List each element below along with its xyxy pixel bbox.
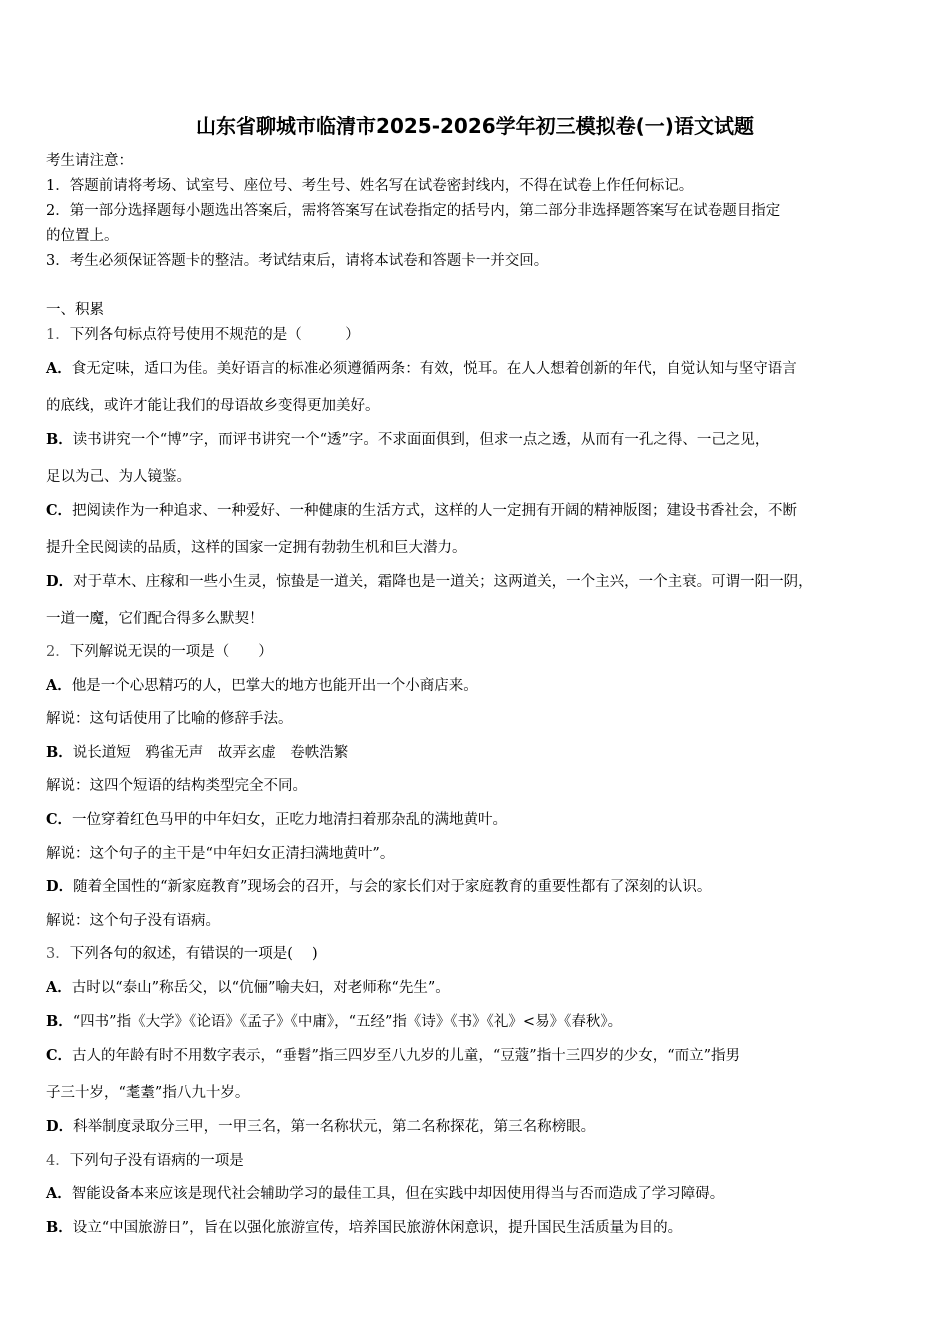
- option-label: B．: [46, 1013, 73, 1030]
- notice-item-2: 2．第一部分选择题每小题选出答案后，需将答案写在试卷指定的括号内，第二部分非选择题答案写在试卷题目指定: [46, 203, 781, 219]
- option-text: 智能设备本来应该是现代社会辅助学习的最佳工具，但在实践中却因使用得当与否而造成了学习障碍。: [71, 1186, 725, 1202]
- q1-option-b: [46, 430, 769, 450]
- q2-option-b: [46, 743, 348, 763]
- option-label: A．: [46, 979, 72, 996]
- question-number: 3．: [46, 946, 70, 962]
- q2-option-a: [46, 676, 478, 696]
- q1-option-b-cont: 足以为己、为人镜鉴。: [46, 469, 191, 485]
- option-text: 科举制度录取分三甲，一甲三名，第一名称状元，第二名称探花，第三名称榜眼。: [73, 1119, 596, 1135]
- option-label: B．: [46, 744, 73, 761]
- option-label: B．: [46, 431, 73, 448]
- section-heading: 一、积累: [46, 302, 104, 318]
- question-text: 下列各句的叙述，有错误的一项是( ): [69, 946, 318, 962]
- question-text: 下列解说无误的一项是（ ）: [69, 644, 273, 660]
- q3-option-c: [46, 1046, 740, 1066]
- option-text: “四书”指《大学》《论语》《孟子》《中庸》，“五经”指《诗》《书》《礼》<易》《春秋》。: [72, 1014, 623, 1030]
- q1-option-c-cont: 提升全民阅读的品质，这样的国家一定拥有勃勃生机和巨大潜力。: [46, 540, 467, 556]
- question-4-stem: [46, 1151, 244, 1171]
- notice-item-3: 3．考生必须保证答题卡的整洁。考试结束后，请将本试卷和答题卡一并交回。: [46, 253, 549, 269]
- question-number: 2．: [46, 644, 70, 660]
- option-text: 读书讲究一个“博”字，而评书讲究一个“透”字。不求面面俱到，但求一点之透，从而有一孔之得、一己之见，: [72, 432, 770, 448]
- notice-item-1: 1．答题前请将考场、试室号、座位号、考生号、姓名写在试卷密封线内，不得在试卷上作任何标记。: [46, 178, 694, 194]
- option-label: D．: [46, 1118, 74, 1135]
- document-title: 山东省聊城市临清市2025-2026学年初三模拟卷(一)语文试题: [196, 114, 754, 138]
- q2-option-a-explanation: 解说：这句话使用了比喻的修辞手法。: [46, 711, 293, 727]
- question-text: 下列句子没有语病的一项是: [69, 1153, 244, 1169]
- q1-option-d-cont: 一道一魔，它们配合得多么默契！: [46, 611, 264, 627]
- option-label: A．: [46, 677, 72, 694]
- option-text: 把阅读作为一种追求、一种爱好、一种健康的生活方式，这样的人一定拥有开阔的精神版图；建设书香社会，不断: [72, 503, 798, 519]
- q1-option-d: [46, 572, 813, 592]
- q2-option-d: [46, 877, 711, 897]
- question-2-stem: [46, 642, 273, 662]
- q1-option-a-cont: 的底线，或许才能让我们的母语故乡变得更加美好。: [46, 398, 380, 414]
- option-text: 古人的年龄有时不用数字表示，“垂髫”指三四岁至八九岁的儿童，“豆蔻”指十三四岁的少女，“而立”指男: [72, 1048, 741, 1064]
- q2-option-c-explanation: 解说：这个句子的主干是“中年妇女正清扫满地黄叶”。: [46, 846, 395, 862]
- q4-option-b: [46, 1218, 682, 1238]
- option-label: B．: [46, 1219, 73, 1236]
- q3-option-c-cont: 子三十岁，“耄耋”指八九十岁。: [46, 1085, 250, 1101]
- question-text: 下列各句标点符号使用不规范的是（ ）: [69, 327, 360, 343]
- notice-heading: 考生请注意：: [46, 153, 133, 169]
- option-text: 一位穿着红色马甲的中年妇女，正吃力地清扫着那杂乱的满地黄叶。: [72, 812, 508, 828]
- question-number: 1．: [46, 327, 70, 343]
- option-label: D．: [46, 573, 74, 590]
- question-1-stem: [46, 325, 360, 345]
- option-label: A．: [46, 360, 72, 377]
- option-label: C．: [46, 502, 73, 519]
- option-text: 食无定味，适口为佳。美好语言的标准必须遵循两条：有效，悦耳。在人人想着创新的年代，自觉认知与坚守语言: [71, 361, 797, 377]
- option-text: 古时以“泰山”称岳父，以“伉俪”喻夫妇，对老师称“先生”。: [71, 980, 450, 996]
- q2-option-d-explanation: 解说：这个句子没有语病。: [46, 913, 220, 929]
- option-label: C．: [46, 1047, 73, 1064]
- question-number: 4．: [46, 1153, 70, 1169]
- option-label: C．: [46, 811, 73, 828]
- q1-option-a: [46, 359, 797, 379]
- option-text: 说长道短 鸦雀无声 故弄玄虚 卷帙浩繁: [72, 745, 349, 761]
- q2-option-c: [46, 810, 507, 830]
- notice-item-2-cont: 的位置上。: [46, 228, 119, 244]
- q4-option-a: [46, 1184, 724, 1204]
- q3-option-a: [46, 978, 450, 998]
- q3-option-b: [46, 1012, 622, 1032]
- question-3-stem: [46, 944, 318, 964]
- q2-option-b-explanation: 解说：这四个短语的结构类型完全不同。: [46, 778, 307, 794]
- option-text: 设立“中国旅游日”，旨在以强化旅游宣传，培养国民旅游休闲意识，提升国民生活质量为目的。: [72, 1220, 683, 1236]
- option-text: 他是一个心思精巧的人，巴掌大的地方也能开出一个小商店来。: [71, 678, 478, 694]
- option-label: D．: [46, 878, 74, 895]
- q3-option-d: [46, 1117, 595, 1137]
- q1-option-c: [46, 501, 797, 521]
- option-text: 随着全国性的“新家庭教育”现场会的召开，与会的家长们对于家庭教育的重要性都有了深刻的认识。: [73, 879, 712, 895]
- option-text: 对于草木、庄稼和一些小生灵，惊蛰是一道关，霜降也是一道关；这两道关，一个主兴，一个主衰。可谓一阳一阴，: [73, 574, 813, 590]
- option-label: A．: [46, 1185, 72, 1202]
